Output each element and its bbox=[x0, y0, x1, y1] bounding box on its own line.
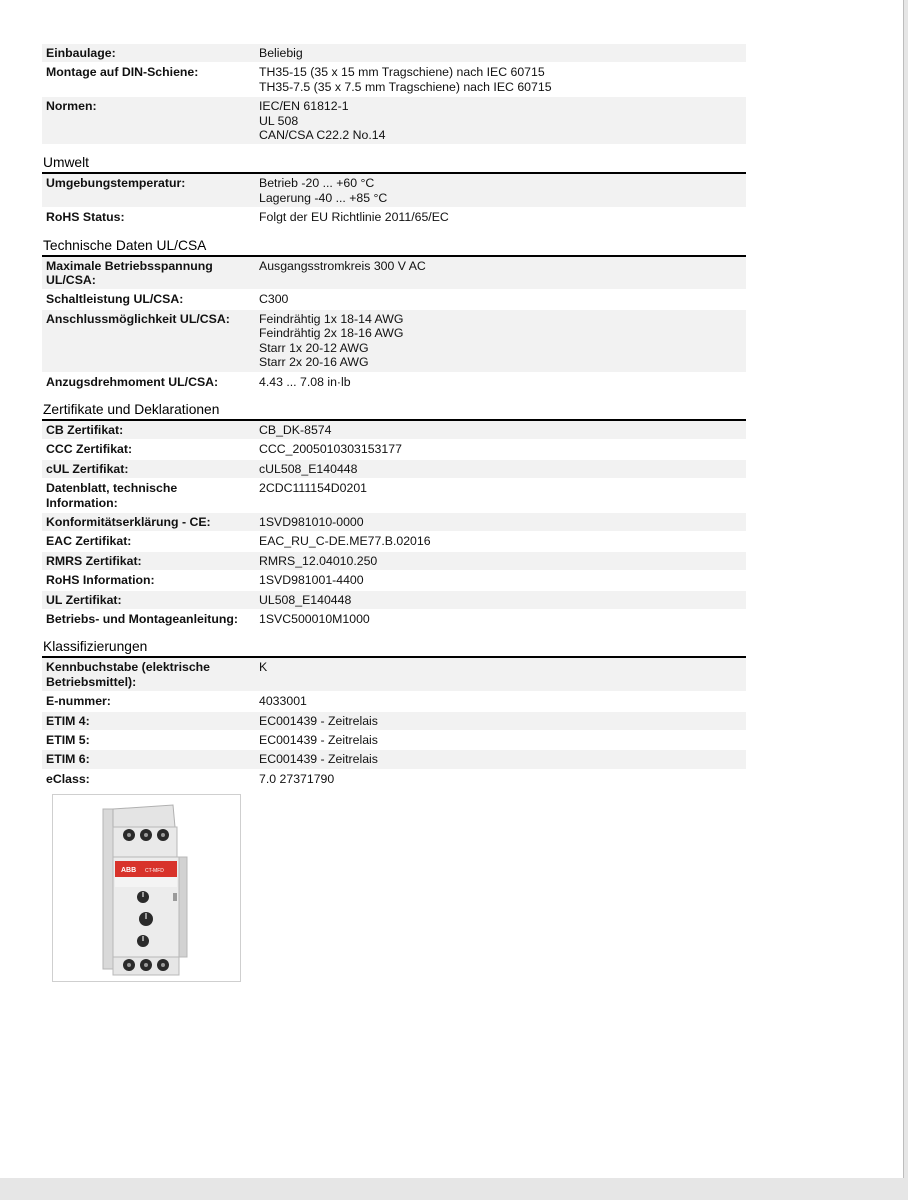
spec-value bbox=[255, 692, 746, 711]
section-title: Technische Daten UL/CSA bbox=[42, 238, 746, 257]
model-text: CT-MFD bbox=[145, 868, 164, 874]
spec-table bbox=[42, 257, 746, 392]
section-title: Zertifikate und Deklarationen bbox=[42, 402, 746, 421]
spec-value-line: Starr 1x 20-12 AWG bbox=[259, 340, 369, 355]
spec-value bbox=[255, 44, 746, 63]
spec-row bbox=[42, 372, 746, 391]
spec-value-line: Betrieb -20 ... +60 °C bbox=[259, 176, 375, 191]
spec-value-line: Ausgangsstromkreis 300 V AC bbox=[259, 258, 426, 273]
spec-value-line: EAC_RU_C-DE.ME77.B.02016 bbox=[259, 534, 431, 549]
spec-value bbox=[255, 208, 746, 227]
spec-key: ETIM 6: bbox=[42, 750, 255, 769]
spec-value bbox=[255, 421, 746, 440]
spec-value bbox=[255, 372, 746, 391]
section-title: Umwelt bbox=[42, 155, 746, 174]
spec-value bbox=[255, 590, 746, 609]
spec-value-line: RMRS_12.04010.250 bbox=[259, 553, 378, 568]
spec-row bbox=[42, 421, 746, 440]
spec-key: Schaltleistung UL/CSA: bbox=[42, 290, 255, 309]
spec-value-line: 4033001 bbox=[259, 694, 307, 709]
spec-key: Konformitätserklärung - CE: bbox=[42, 512, 255, 531]
spec-key: Anschlussmöglichkeit UL/CSA: bbox=[42, 309, 255, 372]
spec-table bbox=[42, 421, 746, 629]
spec-row bbox=[42, 290, 746, 309]
spec-value-line: 4.43 ... 7.08 in·lb bbox=[259, 374, 351, 389]
spec-row bbox=[42, 769, 746, 788]
spec-value bbox=[255, 731, 746, 750]
spec-value-line: 7.0 27371790 bbox=[259, 771, 335, 786]
spec-key: Maximale Betriebsspannung UL/CSA: bbox=[42, 257, 255, 290]
spec-row bbox=[42, 44, 746, 63]
spec-value-line: 1SVD981010-0000 bbox=[259, 514, 364, 529]
spec-value-line: C300 bbox=[259, 292, 289, 307]
spec-value-line: CB_DK-8574 bbox=[259, 422, 332, 437]
spec-row bbox=[42, 440, 746, 459]
spec-row bbox=[42, 174, 746, 207]
spec-value-line: IEC/EN 61812-1 bbox=[259, 99, 349, 114]
spec-value-line: TH35-7.5 (35 x 7.5 mm Tragschiene) nach IEC 60715 bbox=[259, 79, 552, 94]
spec-value bbox=[255, 97, 746, 145]
section-title: Klassifizierungen bbox=[42, 639, 746, 658]
spec-value-line: 1SVC500010M1000 bbox=[259, 611, 370, 626]
spec-value bbox=[255, 609, 746, 628]
spec-key: Montage auf DIN-Schiene: bbox=[42, 63, 255, 97]
spec-table bbox=[42, 174, 746, 227]
spec-value-line: EC001439 - Zeitrelais bbox=[259, 713, 378, 728]
spec-row bbox=[42, 532, 746, 551]
spec-value-line: 2CDC111154D0201 bbox=[259, 481, 368, 496]
spec-key: ETIM 4: bbox=[42, 711, 255, 730]
spec-key: cUL Zertifikat: bbox=[42, 459, 255, 478]
spec-value-line: cUL508_E140448 bbox=[259, 461, 358, 476]
spec-value bbox=[255, 711, 746, 730]
spec-key: Datenblatt, technische Information: bbox=[42, 479, 255, 513]
spec-value bbox=[255, 551, 746, 570]
spec-value bbox=[255, 63, 746, 97]
spec-value-line: EC001439 - Zeitrelais bbox=[259, 733, 378, 747]
spec-value-line: Beliebig bbox=[259, 46, 303, 60]
spec-value-line: Folgt der EU Richtlinie 2011/65/EC bbox=[259, 210, 449, 225]
spec-row bbox=[42, 658, 746, 691]
spec-value bbox=[255, 290, 746, 309]
spec-value-line: CAN/CSA C22.2 No.14 bbox=[259, 128, 386, 143]
spec-row bbox=[42, 750, 746, 769]
spec-row bbox=[42, 692, 746, 711]
spec-value-line: K bbox=[259, 660, 268, 675]
spec-row bbox=[42, 590, 746, 609]
spec-key: Einbaulage: bbox=[42, 44, 255, 63]
time-relay-illustration bbox=[53, 795, 240, 981]
spec-key: Umgebungstemperatur: bbox=[42, 174, 255, 207]
spec-key: CB Zertifikat: bbox=[42, 421, 255, 440]
spec-key: EAC Zertifikat: bbox=[42, 532, 255, 551]
spec-value bbox=[255, 459, 746, 478]
spec-value bbox=[255, 257, 746, 290]
spec-table bbox=[42, 44, 746, 145]
top-terminal-screws bbox=[123, 829, 169, 841]
spec-row bbox=[42, 711, 746, 730]
spec-row bbox=[42, 609, 746, 628]
spec-value bbox=[255, 750, 746, 769]
spec-row bbox=[42, 479, 746, 513]
brand-logo-text: ABB bbox=[121, 867, 137, 874]
spec-table bbox=[42, 658, 746, 789]
spec-value-line: Starr 2x 20-16 AWG bbox=[259, 355, 369, 370]
spec-row bbox=[42, 459, 746, 478]
spec-key: E-nummer: bbox=[42, 692, 255, 711]
spec-row bbox=[42, 208, 746, 227]
spec-value bbox=[255, 658, 746, 691]
spec-value-line: Feindrähtig 1x 18-14 AWG bbox=[259, 311, 404, 326]
spec-key: eClass: bbox=[42, 769, 255, 788]
spec-key: RoHS Status: bbox=[42, 208, 255, 227]
spec-value bbox=[255, 512, 746, 531]
spec-key: Kennbuchstabe (elektrische Betriebsmittel): bbox=[42, 658, 255, 691]
spec-value-line: Feindrähtig 2x 18-16 AWG bbox=[259, 326, 404, 341]
spec-key: CCC Zertifikat: bbox=[42, 440, 255, 459]
spec-value-line: 1SVD981001-4400 bbox=[259, 573, 364, 588]
spec-row bbox=[42, 257, 746, 290]
spec-key: UL Zertifikat: bbox=[42, 590, 255, 609]
spec-value bbox=[255, 309, 746, 372]
spec-key: RMRS Zertifikat: bbox=[42, 551, 255, 570]
spec-value bbox=[255, 440, 746, 459]
spec-value-line: CCC_2005010303153177 bbox=[259, 442, 402, 457]
spec-value bbox=[255, 769, 746, 788]
spec-value-line: UL 508 bbox=[259, 113, 299, 128]
spec-value bbox=[255, 174, 746, 207]
spec-key: Betriebs- und Montageanleitung: bbox=[42, 609, 255, 628]
spec-value bbox=[255, 571, 746, 590]
spec-row bbox=[42, 512, 746, 531]
spec-key: ETIM 5: bbox=[42, 731, 255, 750]
spec-value bbox=[255, 532, 746, 551]
spec-key: RoHS Information: bbox=[42, 571, 255, 590]
spec-value-line: Lagerung -40 ... +85 °C bbox=[259, 190, 388, 205]
product-image bbox=[52, 794, 241, 982]
spec-row bbox=[42, 309, 746, 372]
spec-row bbox=[42, 97, 746, 145]
spec-row bbox=[42, 731, 746, 750]
spec-value-line: UL508_E140448 bbox=[259, 592, 352, 607]
spec-value-line: EC001439 - Zeitrelais bbox=[259, 752, 378, 767]
spec-row bbox=[42, 551, 746, 570]
bottom-terminal-screws bbox=[123, 959, 169, 971]
spec-content bbox=[42, 44, 746, 789]
spec-key: Anzugsdrehmoment UL/CSA: bbox=[42, 372, 255, 391]
spec-key: Normen: bbox=[42, 97, 255, 145]
spec-row bbox=[42, 571, 746, 590]
spec-value bbox=[255, 479, 746, 513]
spec-row bbox=[42, 63, 746, 97]
spec-value-line: TH35-15 (35 x 15 mm Tragschiene) nach IEC 60715 bbox=[259, 65, 545, 80]
